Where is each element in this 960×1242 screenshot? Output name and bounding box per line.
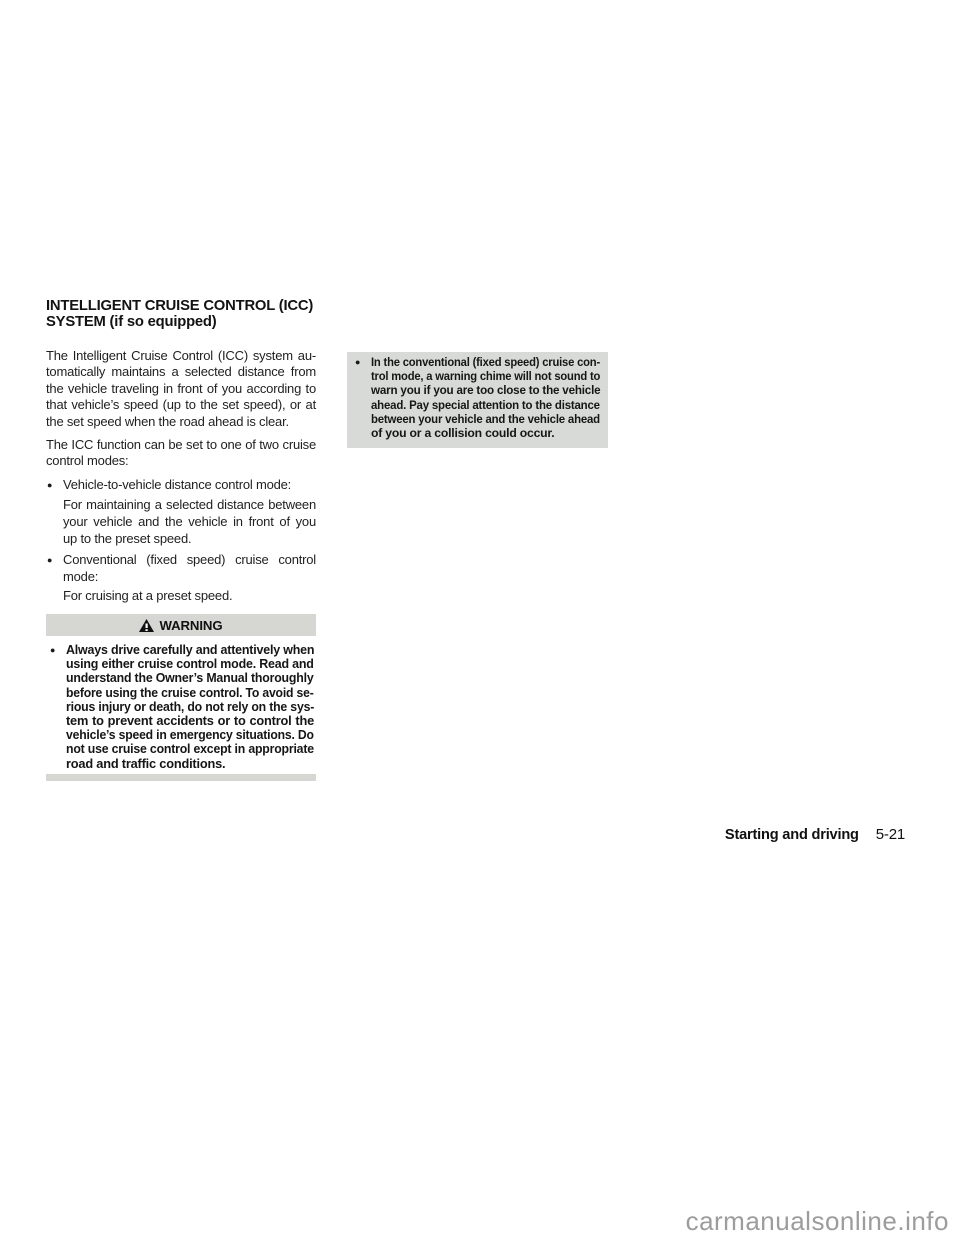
text-line: In the conventional (fixed speed) cruise con-	[371, 355, 601, 369]
page-footer	[725, 826, 905, 843]
warning-icon	[139, 619, 154, 632]
text-line: tomatically maintains a selected distance from	[46, 364, 316, 380]
text-line: For cruising at a preset speed.	[63, 588, 233, 604]
text-line: between your vehicle and the vehicle ahead	[371, 411, 600, 426]
bullet-heading	[63, 477, 316, 494]
text-line: Conventional (fixed speed) cruise control	[63, 552, 316, 568]
bullet-heading	[63, 552, 316, 585]
text-line: The Intelligent Cruise Control (ICC) system au-	[46, 347, 316, 363]
watermark: carmanualsonline.info	[685, 1206, 949, 1236]
modes-intro-paragraph	[46, 437, 316, 470]
bullet-marker: ●	[47, 479, 53, 490]
text-line: not use cruise control except in appropriate	[66, 741, 314, 757]
section-title	[46, 299, 316, 331]
note-text	[371, 355, 600, 440]
text-line: For maintaining a selected distance between	[63, 497, 316, 513]
caution-note-box	[347, 352, 608, 448]
text-line: Always drive carefully and attentively when	[66, 642, 315, 657]
warning-title: WARNING	[159, 617, 223, 633]
text-line: your vehicle and the vehicle in front of you	[63, 513, 316, 529]
text-line: before using the cruise control. To avoid se-	[66, 684, 314, 700]
warning-box	[46, 614, 316, 781]
text-line: The ICC function can be set to one of two cruise	[46, 436, 316, 452]
text-line: warn you if you are too close to the vehicle	[371, 383, 601, 398]
bullet-marker: ●	[355, 357, 361, 367]
text-line: rious injury or death, do not rely on the sys-	[66, 698, 315, 714]
text-line: trol mode, a warning chime will not sound to	[371, 369, 601, 384]
bullet-marker: ●	[47, 555, 53, 566]
text-line: road and traffic conditions.	[66, 755, 226, 771]
warning-bottom-band	[46, 774, 316, 781]
footer-section-label: Starting and driving	[724, 827, 859, 843]
text-line: ahead. Pay special attention to the distance	[371, 397, 600, 412]
text-line: the set speed when the road ahead is clear.	[46, 413, 289, 429]
text-line: mode:	[63, 568, 99, 584]
text-line: up to the preset speed.	[63, 530, 192, 546]
warning-text	[66, 643, 314, 771]
text-line: control modes:	[46, 453, 129, 469]
warning-header	[46, 614, 316, 636]
text-line: the vehicle traveling in front of you according to	[46, 380, 316, 396]
text-line: Vehicle-to-vehicle distance control mode:	[63, 476, 292, 492]
text-line: SYSTEM (if so equipped)	[46, 313, 217, 330]
text-line: INTELLIGENT CRUISE CONTROL (ICC)	[46, 298, 314, 314]
bullet-body-vehicle-distance	[46, 497, 316, 547]
text-line: of you or a collision could occur.	[371, 426, 555, 441]
bullet-item-conventional	[46, 552, 316, 585]
text-line: using either cruise control mode. Read and	[66, 656, 314, 672]
text-line: understand the Owner’s Manual thoroughly	[66, 670, 314, 686]
text-line: that vehicle’s speed (up to the set speed), or at	[46, 397, 316, 413]
footer-page-number: 5-21	[875, 826, 905, 843]
left-column	[46, 299, 316, 605]
bullet-body-conventional	[46, 588, 316, 605]
text-line: vehicle’s speed in emergency situations. Do	[66, 727, 314, 743]
bullet-item-vehicle-distance	[46, 477, 316, 494]
bullet-marker: ●	[50, 645, 56, 655]
text-line: tem to prevent accidents or to control the	[66, 713, 314, 729]
intro-paragraph	[46, 348, 316, 431]
warning-body	[46, 643, 316, 771]
